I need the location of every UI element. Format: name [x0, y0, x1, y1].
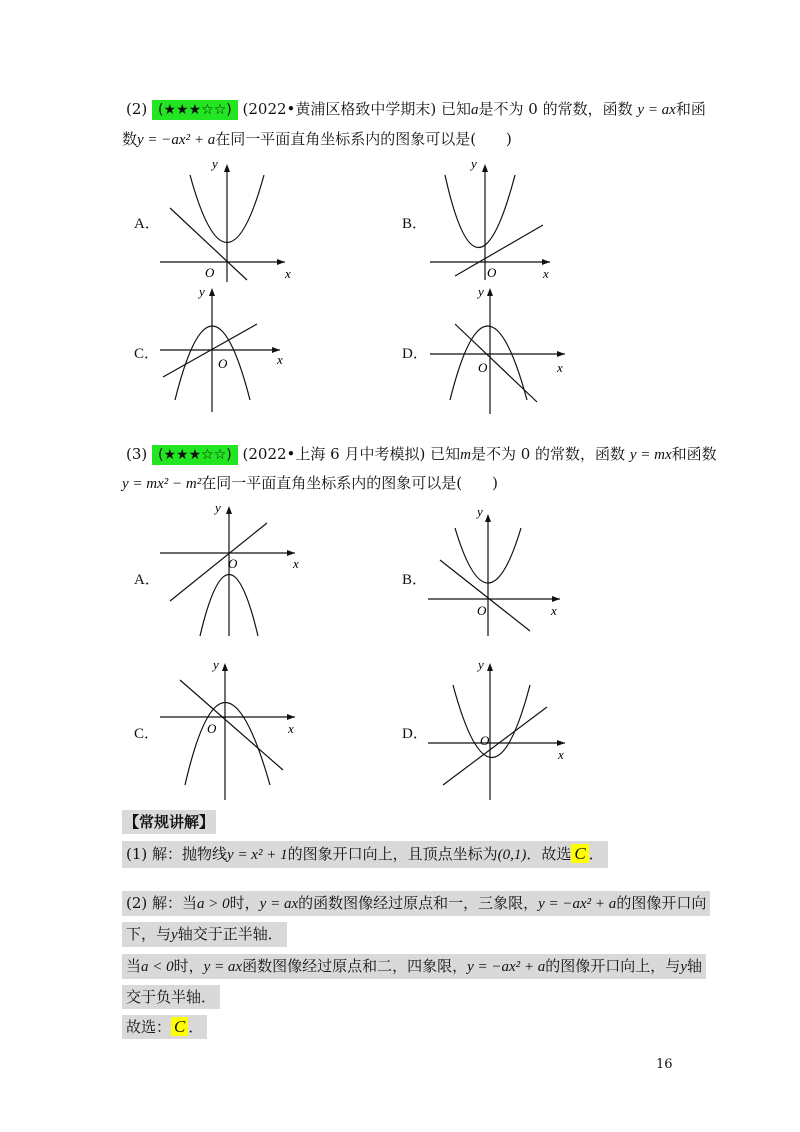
q3-var-m: m	[460, 447, 471, 463]
solution-2-line3	[122, 954, 706, 979]
solution-1	[122, 841, 608, 868]
s2-var-y: y	[680, 959, 687, 975]
s1-text: ．	[588, 845, 604, 863]
q3-text: 在同一平面直角坐标系内的图象可以是( )	[201, 474, 498, 492]
x-label: x	[558, 747, 564, 762]
solution-2-line5	[122, 1015, 207, 1039]
y-axis-arrow-icon	[487, 663, 493, 671]
q2-graph-b[interactable]	[425, 150, 575, 285]
line	[443, 707, 547, 785]
q2-option-b-label[interactable]: B．	[402, 216, 428, 232]
x-axis-arrow-icon	[557, 740, 565, 746]
y-label: y	[199, 284, 205, 299]
s2-formula: y = −ax² + a	[538, 896, 617, 912]
x-label: x	[277, 352, 283, 367]
y-label: y	[478, 657, 484, 672]
s1-answer: C	[571, 844, 588, 863]
parabola	[185, 703, 270, 786]
y-label: y	[212, 156, 218, 171]
s1-vertex: (0,1)	[497, 847, 527, 863]
q2-text: 是不为 0 的常数，函数	[478, 100, 633, 118]
q2-option-a-label[interactable]: A．	[134, 216, 160, 232]
q2-line1	[126, 98, 706, 121]
s2-text: 的函数图像经过原点和一，三象限，	[298, 894, 539, 912]
parabola	[450, 326, 527, 400]
parabola	[453, 685, 530, 758]
s2-text: 时，	[229, 894, 260, 912]
y-axis-arrow-icon	[482, 164, 488, 172]
x-axis-arrow-icon	[277, 259, 285, 265]
q3-line1	[126, 443, 717, 466]
line	[170, 523, 267, 601]
origin-label: O	[487, 265, 497, 280]
q3-option-d-label[interactable]: D．	[402, 726, 428, 742]
s1-formula: y = x² + 1	[227, 847, 288, 863]
y-label: y	[471, 156, 477, 171]
origin-label: O	[477, 603, 487, 618]
x-axis-arrow-icon	[542, 259, 550, 265]
s1-text: 的图象开口向上，且顶点坐标为	[287, 845, 498, 863]
q2-var-a: a	[471, 102, 479, 118]
line	[440, 560, 530, 631]
solution-2-line4	[122, 985, 220, 1009]
s2-formula: y = ax	[203, 959, 243, 975]
s2-answer: C	[171, 1017, 188, 1036]
q3-formula-linear: y = mx	[629, 447, 672, 463]
q2-difficulty-stars: (★★★☆☆)	[152, 100, 238, 120]
y-axis-arrow-icon	[222, 663, 228, 671]
q3-difficulty-stars: (★★★☆☆)	[152, 445, 238, 465]
q3-text: 和函数	[671, 445, 717, 463]
s2-text: 故选：	[126, 1018, 172, 1036]
y-axis-arrow-icon	[226, 506, 232, 514]
q3-line2	[122, 472, 498, 495]
origin-label: O	[207, 721, 217, 736]
q2-graph-d[interactable]	[425, 282, 575, 417]
origin-label: O	[218, 356, 228, 371]
origin-label: O	[228, 556, 238, 571]
q3-graph-a[interactable]	[155, 498, 305, 638]
s2-formula: y = −ax² + a	[467, 959, 546, 975]
parabola	[445, 175, 515, 248]
q2-text: 数	[122, 130, 138, 148]
x-label: x	[543, 266, 549, 281]
s2-text: 时，	[173, 957, 204, 975]
s2-condition: a > 0	[197, 896, 230, 912]
s2-text: 当	[126, 957, 142, 975]
y-axis-arrow-icon	[209, 288, 215, 296]
y-label: y	[213, 657, 219, 672]
q3-source: (2022•上海 6 月中考模拟)	[242, 445, 426, 463]
s2-condition: a < 0	[141, 959, 174, 975]
y-axis-arrow-icon	[487, 288, 493, 296]
q2-source: (2022•黄浦区格致中学期末)	[242, 100, 437, 118]
s1-text: ．故选	[526, 845, 572, 863]
q3-text: 是不为 0 的常数，函数	[470, 445, 626, 463]
line	[455, 225, 543, 276]
y-label: y	[477, 504, 483, 519]
solution-2-line1	[122, 891, 710, 916]
s2-text: 下，与	[126, 925, 172, 943]
q3-text: 已知	[430, 445, 461, 463]
origin-label: O	[480, 733, 490, 748]
q3-graph-c[interactable]	[155, 655, 305, 805]
solution-2-line2	[122, 922, 287, 947]
s2-text: 的图像开口向	[616, 894, 707, 912]
y-label: y	[478, 284, 484, 299]
y-axis-arrow-icon	[485, 514, 491, 522]
s2-text: 的图像开口向上，与	[545, 957, 681, 975]
q2-formula-linear: y = ax	[637, 102, 676, 118]
page-number: 16	[656, 1057, 673, 1072]
x-axis-arrow-icon	[552, 596, 560, 602]
q2-option-c-label[interactable]: C．	[134, 346, 160, 362]
section-title: 【常规讲解】	[122, 810, 216, 834]
q3-graph-b[interactable]	[425, 498, 575, 638]
s2-text: 轴交于正半轴．	[177, 925, 283, 943]
q2-line2	[122, 128, 512, 151]
q3-option-c-label[interactable]: C．	[134, 726, 160, 742]
y-label: y	[215, 500, 221, 515]
q3-option-a-label[interactable]: A．	[134, 572, 160, 588]
q2-text: 和函	[675, 100, 706, 118]
q3-graph-d[interactable]	[425, 655, 575, 805]
line	[455, 324, 537, 402]
x-label: x	[551, 603, 557, 618]
y-axis-arrow-icon	[224, 164, 230, 172]
x-axis-arrow-icon	[557, 351, 565, 357]
x-label: x	[285, 266, 291, 281]
q3-number: (3)	[126, 445, 148, 463]
q3-option-b-label[interactable]: B．	[402, 572, 428, 588]
q2-number: (2)	[126, 100, 148, 118]
s2-text: 函数图像经过原点和二，四象限，	[242, 957, 468, 975]
q2-option-d-label[interactable]: D．	[402, 346, 428, 362]
q3-formula-quadratic: y = mx² − m²	[122, 476, 202, 492]
s2-text: ．	[188, 1018, 204, 1036]
s2-text: 轴	[686, 957, 702, 975]
s2-formula: y = ax	[259, 896, 299, 912]
s2-var-y: y	[171, 927, 178, 943]
q2-text: 已知	[441, 100, 472, 118]
x-label: x	[293, 556, 299, 571]
s2-text: (2) 解：当	[126, 894, 198, 912]
s1-text: (1) 解：抛物线	[126, 845, 228, 863]
origin-label: O	[205, 265, 215, 280]
x-label: x	[288, 721, 294, 736]
q2-graph-c[interactable]	[155, 282, 305, 417]
q2-formula-quadratic: y = −ax² + a	[137, 132, 216, 148]
x-label: x	[557, 360, 563, 375]
q2-graph-a[interactable]	[155, 150, 305, 285]
q2-text: 在同一平面直角坐标系内的图象可以是( )	[215, 130, 512, 148]
line	[180, 680, 283, 770]
x-axis-arrow-icon	[287, 714, 295, 720]
s2-text: 交于负半轴．	[126, 988, 217, 1006]
origin-label: O	[478, 360, 488, 375]
